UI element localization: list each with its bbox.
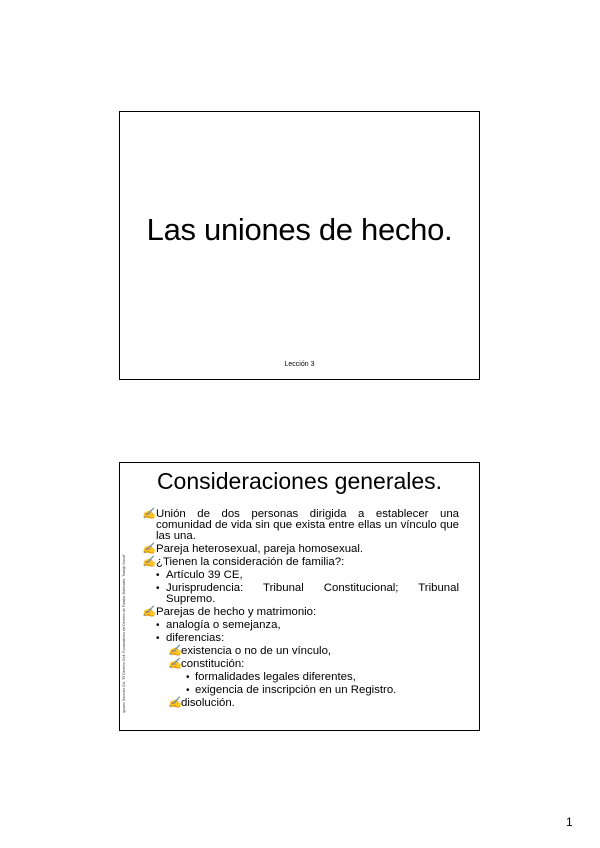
bullet-item bbox=[142, 659, 459, 670]
bullet-text: disolución. bbox=[181, 697, 235, 709]
quill-bullet-icon: ✍ bbox=[142, 508, 156, 520]
bullet-item bbox=[142, 646, 459, 657]
bullet-text: exigencia de inscripción en un Registro. bbox=[195, 684, 397, 696]
bullet-text: ¿Tienen la consideración de familia?: bbox=[156, 556, 345, 568]
slide-title: Las uniones de hecho. bbox=[146, 212, 453, 247]
bullet-text: constitución: bbox=[181, 658, 245, 670]
lesson-label: Lección 3 bbox=[284, 361, 315, 368]
bullet-item bbox=[142, 672, 459, 683]
quill-bullet-icon: ✍ bbox=[168, 645, 182, 657]
bullet-item bbox=[142, 685, 459, 696]
quill-bullet-icon: ✍ bbox=[142, 556, 156, 568]
dot-bullet-icon: • bbox=[186, 672, 190, 683]
slide-2 bbox=[119, 462, 480, 731]
bullet-list bbox=[142, 509, 459, 711]
slide-title: Consideraciones generales. bbox=[156, 468, 443, 494]
dot-bullet-icon: • bbox=[186, 685, 190, 696]
quill-bullet-icon: ✍ bbox=[168, 658, 182, 670]
slide-1 bbox=[119, 111, 480, 380]
bullet-item bbox=[142, 698, 459, 709]
bullet-text: Jurisprudencia: Tribunal Constitucional; Tribunal Supremo. bbox=[166, 582, 459, 605]
bullet-text: existencia o no de un vínculo, bbox=[181, 645, 332, 657]
quill-bullet-icon: ✍ bbox=[142, 543, 156, 555]
bullet-item bbox=[142, 509, 459, 542]
dot-bullet-icon: • bbox=[156, 583, 160, 594]
side-note: Ignacio Sánchez Cid, "El Derecho Civil. Fundamentos del Derecho de Familia. Materiales. Trabajo Social" bbox=[122, 554, 126, 713]
bullet-text: Artículo 39 CE, bbox=[166, 569, 243, 581]
bullet-item bbox=[142, 557, 459, 568]
bullet-item bbox=[142, 544, 459, 555]
bullet-text: Unión de dos personas dirigida a establecer una comunidad de vida sin que exista entre ellas un vínculo que las una. bbox=[156, 508, 459, 542]
bullet-item bbox=[142, 633, 459, 644]
dot-bullet-icon: • bbox=[156, 633, 160, 644]
quill-bullet-icon: ✍ bbox=[168, 697, 182, 709]
bullet-text: Pareja heterosexual, pareja homosexual. bbox=[156, 543, 364, 555]
quill-bullet-icon: ✍ bbox=[142, 606, 156, 618]
bullet-text: formalidades legales diferentes, bbox=[195, 671, 356, 683]
bullet-text: Parejas de hecho y matrimonio: bbox=[156, 606, 317, 618]
bullet-text: analogía o semejanza, bbox=[166, 619, 281, 631]
dot-bullet-icon: • bbox=[156, 570, 160, 581]
bullet-item bbox=[142, 570, 459, 581]
bullet-item bbox=[142, 607, 459, 618]
bullet-item bbox=[142, 583, 459, 605]
bullet-text: diferencias: bbox=[166, 632, 225, 644]
page-number: 1 bbox=[566, 815, 573, 829]
bullet-item bbox=[142, 620, 459, 631]
dot-bullet-icon: • bbox=[156, 620, 160, 631]
